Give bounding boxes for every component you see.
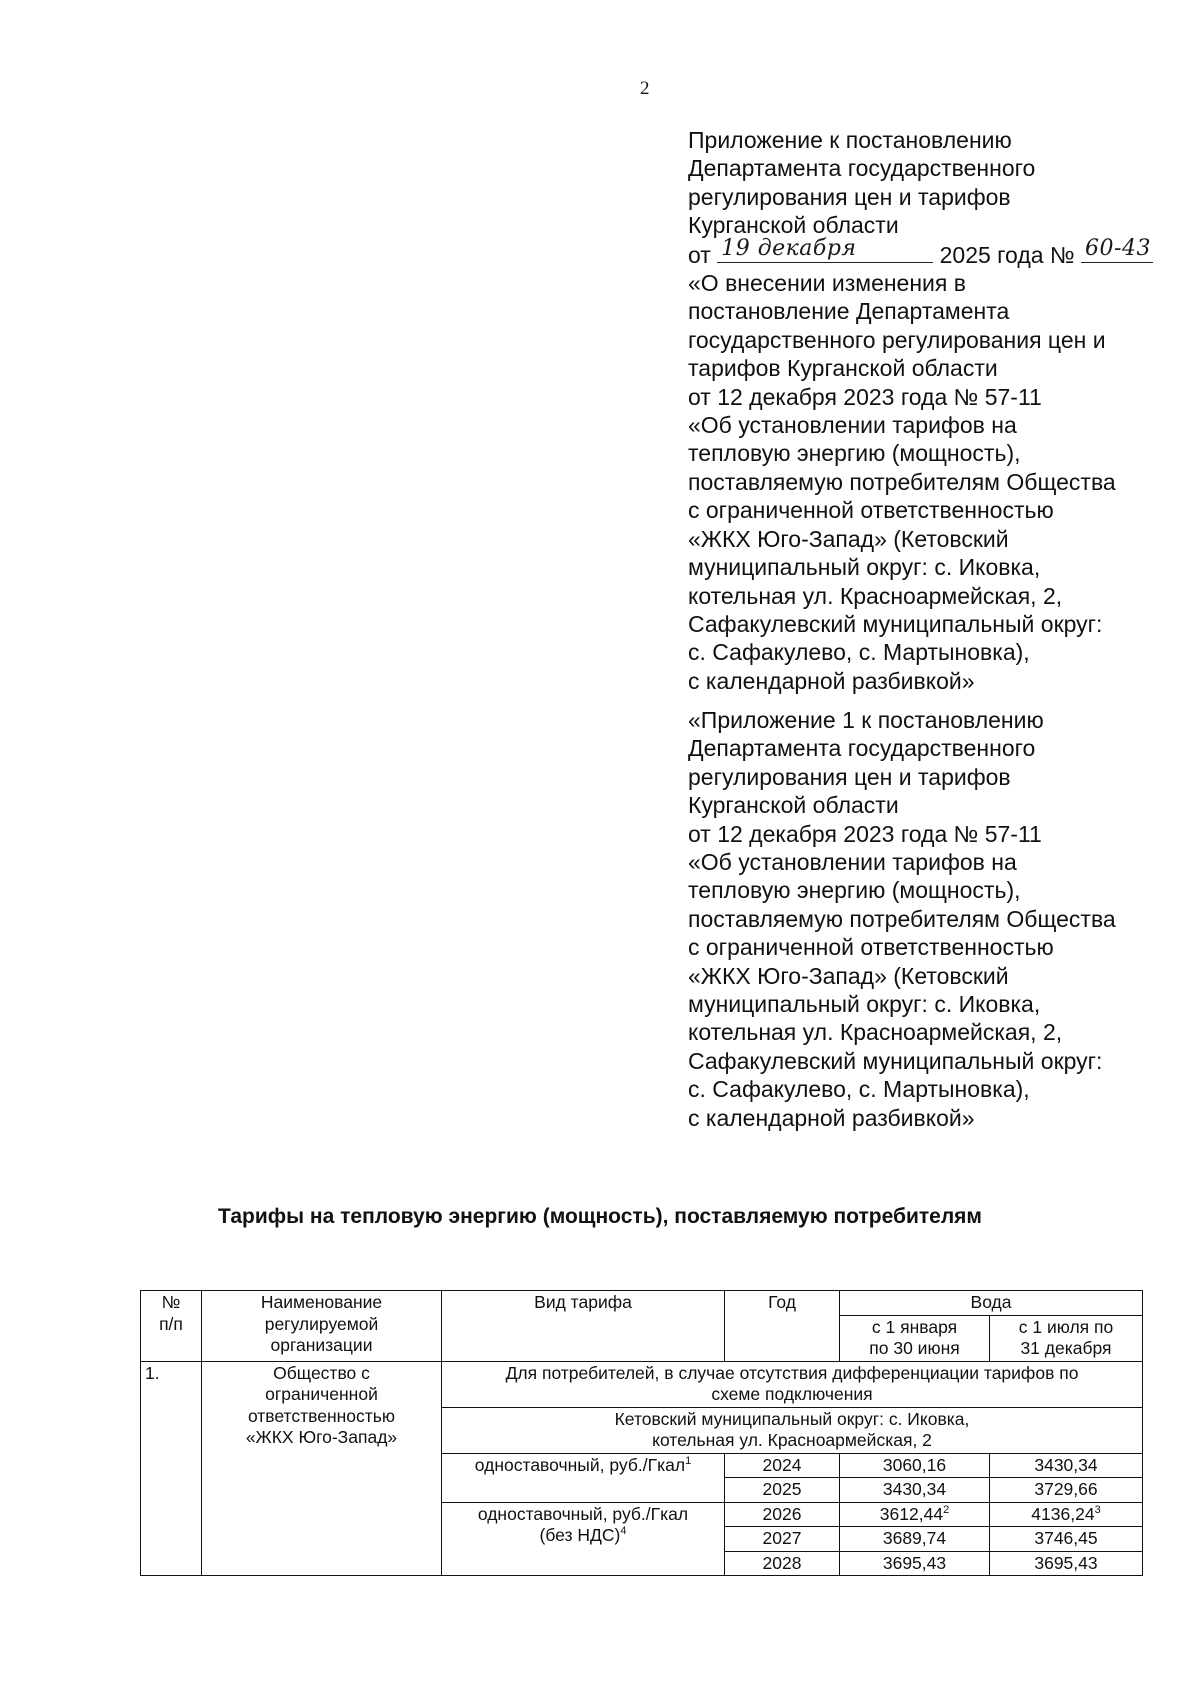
- appendix-line: тарифов Курганской области: [688, 355, 998, 382]
- tariff-type-cell: одноставочный, руб./Гкал$^1$: [442, 1453, 725, 1502]
- header-water: Вода: [840, 1291, 1143, 1316]
- appendix-line: поставляемую потребителям Общества: [688, 905, 1116, 932]
- table-row: [141, 1361, 1143, 1407]
- year-cell: 2026: [725, 1502, 840, 1527]
- header-organization: Наименование регулируемой организации: [202, 1291, 442, 1362]
- appendix-line: Курганской области: [688, 792, 899, 819]
- tariff-value-h1: 3695,43: [840, 1551, 990, 1576]
- appendix-line: «Приложение 1 к постановлению: [688, 707, 1044, 733]
- appendix-line: государственного регулирования цен и: [688, 326, 1106, 353]
- tariff-value-h1: 3612,44$^2$: [840, 1502, 990, 1527]
- appendix-line: регулирования цен и тарифов: [688, 183, 1011, 210]
- appendix-line: тепловую энергию (мощность),: [688, 877, 1021, 904]
- appendix-line: с. Сафакулево, с. Мартыновка),: [688, 639, 1030, 666]
- appendix-line: муниципальный округ: с. Иковка,: [688, 554, 1041, 581]
- tariff-value-h1: 3689,74: [840, 1527, 990, 1552]
- appendix-line: с календарной разбивкой»: [688, 667, 975, 694]
- appendix-line: Сафакулевский муниципальный округ:: [688, 1047, 1103, 1074]
- tariff-table: [140, 1290, 1143, 1576]
- header-number: № п/п: [141, 1291, 202, 1362]
- consumers-category: Для потребителей, в случае отсутствия дифференциации тарифов по схеме подключения: [442, 1361, 1143, 1407]
- header-tariff-type: Вид тарифа: [442, 1291, 725, 1362]
- appendix-line: котельная ул. Красноармейская, 2,: [688, 582, 1063, 609]
- appendix-line: муниципальный округ: с. Иковка,: [688, 991, 1041, 1018]
- tariff-value-h2: 3430,34: [990, 1453, 1143, 1478]
- page-number: 2: [640, 78, 650, 99]
- appendix-line: постановление Департамента: [688, 298, 1010, 325]
- appendix-line: от 12 декабря 2023 года № 57-11: [688, 383, 1042, 410]
- appendix-line: «О внесении изменения в: [688, 270, 966, 297]
- tariff-type-cell: одноставочный, руб./Гкал (без НДС)$^4$: [442, 1502, 725, 1576]
- handwritten-number: 60-43: [1085, 236, 1151, 262]
- date-year-text: 2025 года №: [939, 241, 1075, 268]
- appendix-line: котельная ул. Красноармейская, 2,: [688, 1019, 1063, 1046]
- appendix-line: поставляемую потребителям Общества: [688, 468, 1116, 495]
- appendix-line: Департамента государственного: [688, 735, 1036, 762]
- year-cell: 2025: [725, 1478, 840, 1503]
- year-cell: 2027: [725, 1527, 840, 1552]
- appendix-line: «ЖКХ Юго-Запад» (Кетовский: [688, 525, 1009, 552]
- location-cell: Кетовский муниципальный округ: с. Иковка, котельная ул. Красноармейская, 2: [442, 1407, 1143, 1453]
- tariff-value-h2: 4136,24$^3$: [990, 1502, 1143, 1527]
- row-number: 1.: [141, 1361, 202, 1576]
- year-cell: 2028: [725, 1551, 840, 1576]
- appendix-line: с. Сафакулево, с. Мартыновка),: [688, 1076, 1030, 1103]
- year-cell: 2024: [725, 1453, 840, 1478]
- appendix-line: с ограниченной ответственностью: [688, 497, 1054, 524]
- appendix-line: «Об установлении тарифов на: [688, 412, 1017, 439]
- appendix-line: регулирования цен и тарифов: [688, 763, 1011, 790]
- appendix-line: от 12 декабря 2023 года № 57-11: [688, 820, 1042, 847]
- appendix-header-block: [688, 126, 1158, 695]
- appendix-line: Сафакулевский муниципальный округ:: [688, 610, 1103, 637]
- table-title: Тарифы на тепловую энергию (мощность), поставляемую потребителям: [218, 1205, 982, 1228]
- tariff-value-h2: 3729,66: [990, 1478, 1143, 1503]
- appendix-line: «Об установлении тарифов на: [688, 849, 1017, 876]
- handwritten-date-field: [717, 236, 933, 263]
- appendix-line: с календарной разбивкой»: [688, 1104, 975, 1131]
- appendix-line: тепловую энергию (мощность),: [688, 440, 1021, 467]
- table-header-row: [141, 1291, 1143, 1316]
- decree-date-line: [688, 236, 1158, 269]
- appendix-line: «ЖКХ Юго-Запад» (Кетовский: [688, 962, 1009, 989]
- header-period-1: с 1 января по 30 июня: [840, 1315, 990, 1361]
- appendix-line: с ограниченной ответственностью: [688, 934, 1054, 961]
- header-year: Год: [725, 1291, 840, 1362]
- tariff-value-h1: 3430,34: [840, 1478, 990, 1503]
- tariff-value-h1: 3060,16: [840, 1453, 990, 1478]
- organization-name: Общество с ограниченной ответственностью «ЖКХ Юго-Запад»: [202, 1361, 442, 1576]
- tariff-value-h2: 3746,45: [990, 1527, 1143, 1552]
- tariff-value-h2: 3695,43: [990, 1551, 1143, 1576]
- date-prefix: от: [688, 241, 711, 268]
- header-period-2: с 1 июля по 31 декабря: [990, 1315, 1143, 1361]
- appendix-line: Курганской области: [688, 212, 899, 239]
- handwritten-number-field: [1081, 236, 1153, 263]
- appendix-1-header-block: [688, 706, 1158, 1132]
- appendix-line: Департамента государственного: [688, 155, 1036, 182]
- appendix-line: Приложение к постановлению: [688, 127, 1012, 153]
- handwritten-date: 19 декабря: [721, 236, 857, 262]
